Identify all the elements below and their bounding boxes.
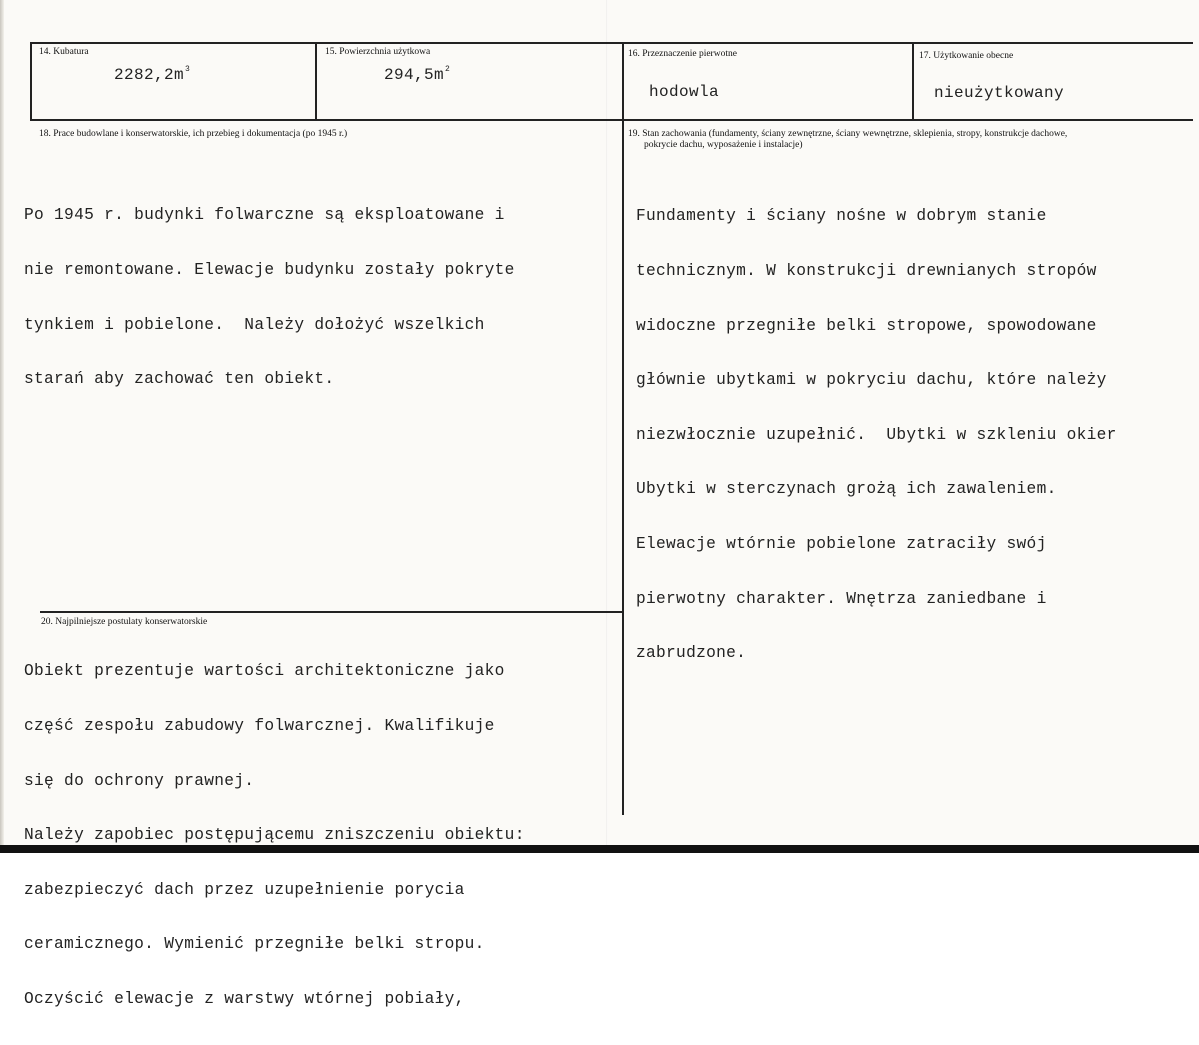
field19-text: [636, 171, 1117, 699]
field16-label: 16. Przeznaczenie pierwotne: [628, 49, 737, 59]
field16-value: hodowla: [649, 83, 720, 101]
field19-line-1: Fundamenty i ściany nośne w dobrym stanie: [636, 207, 1047, 226]
field19-line-5: niezwłocznie uzupełnić. Ubytki w szkleniu okier: [636, 425, 1117, 444]
field14-unit-exponent: 3: [185, 64, 191, 74]
field17-value: nieużytkowany: [934, 84, 1065, 102]
field20-line-4: Należy zapobiec postępującemu zniszczeniu obiektu:: [24, 826, 525, 845]
field19-line-3: widoczne przegniłe belki stropowe, spowodowane: [636, 316, 1097, 335]
field14-value: [114, 66, 190, 84]
field18-line-3: tynkiem i pobielone. Należy dołożyć wszelkich: [24, 315, 485, 334]
field20-top-border: [40, 611, 624, 613]
field17-label: 17. Użytkowanie obecne: [919, 51, 1014, 61]
field19-label-line1: 19. Stan zachowania (fundamenty, ściany zewnętrzne, ściany wewnętrzne, sklepienia, stropy, konstrukcje dachowe,: [628, 129, 1068, 139]
sheet-left-edge: [0, 0, 4, 853]
field20-text-clip: [20, 622, 620, 1009]
row1-bottom-border: [30, 119, 1193, 121]
field20-line-2: część zespołu zabudowy folwarcznej. Kwalifikuje: [24, 717, 495, 736]
field18-line-4: starań aby zachować ten obiekt.: [24, 370, 335, 389]
field14-value-text: 2282,2m: [114, 66, 185, 84]
field19-label-line2: pokrycie dachu, wyposażenie i instalacje): [644, 140, 803, 150]
field15-unit-exponent: 2: [445, 64, 451, 74]
field18-line-2: nie remontowane. Elewacje budynku zostały pokryte: [24, 261, 515, 280]
field14-label: 14. Kubatura: [39, 47, 89, 57]
field19-line-6: Ubytki w sterczynach grożą ich zawaleniem.: [636, 480, 1057, 499]
field19-line-9: zabrudzone.: [636, 644, 747, 663]
divider-14-15: [315, 42, 317, 121]
field18-text: [24, 170, 515, 425]
field20-line-7: Oczyścić elewacje z warstwy wtórnej pobiały,: [24, 990, 465, 1009]
field19-line-2: technicznym. W konstrukcji drewnianych stropów: [636, 262, 1097, 281]
field19-line-4: głównie ubytkami w pokryciu dachu, które należy: [636, 371, 1107, 390]
field20-label: 20. Najpilniejsze postulaty konserwatorskie: [41, 617, 208, 627]
field15-label: 15. Powierzchnia użytkowa: [325, 47, 431, 57]
field20-text: [24, 626, 525, 1045]
divider-16-17: [912, 42, 914, 121]
field20-line-5: zabezpieczyć dach przez uzupełnienie porycia: [24, 880, 465, 899]
field19-line-7: Elewacje wtórnie pobielone zatraciły swój: [636, 535, 1047, 554]
field19-line-8: pierwotny charakter. Wnętrza zaniedbane i: [636, 589, 1047, 608]
field18-label: 18. Prace budowlane i konserwatorskie, ich przebieg i dokumentacja (po 1945 r.): [39, 129, 348, 139]
field15-value-text: 294,5m: [384, 66, 445, 84]
field15-value: [384, 66, 450, 84]
top-border: [30, 42, 1193, 44]
field20-line-3: się do ochrony prawnej.: [24, 771, 255, 790]
field20-line-1: Obiekt prezentuje wartości architektoniczne jako: [24, 662, 505, 681]
scan-bottom-edge: [0, 845, 1199, 853]
left-border: [30, 42, 32, 121]
field20-line-6: ceramicznego. Wymienić przegniłe belki stropu.: [24, 935, 485, 954]
field18-line-1: Po 1945 r. budynki folwarczne są eksploatowane i: [24, 206, 505, 225]
center-divider: [622, 42, 624, 815]
